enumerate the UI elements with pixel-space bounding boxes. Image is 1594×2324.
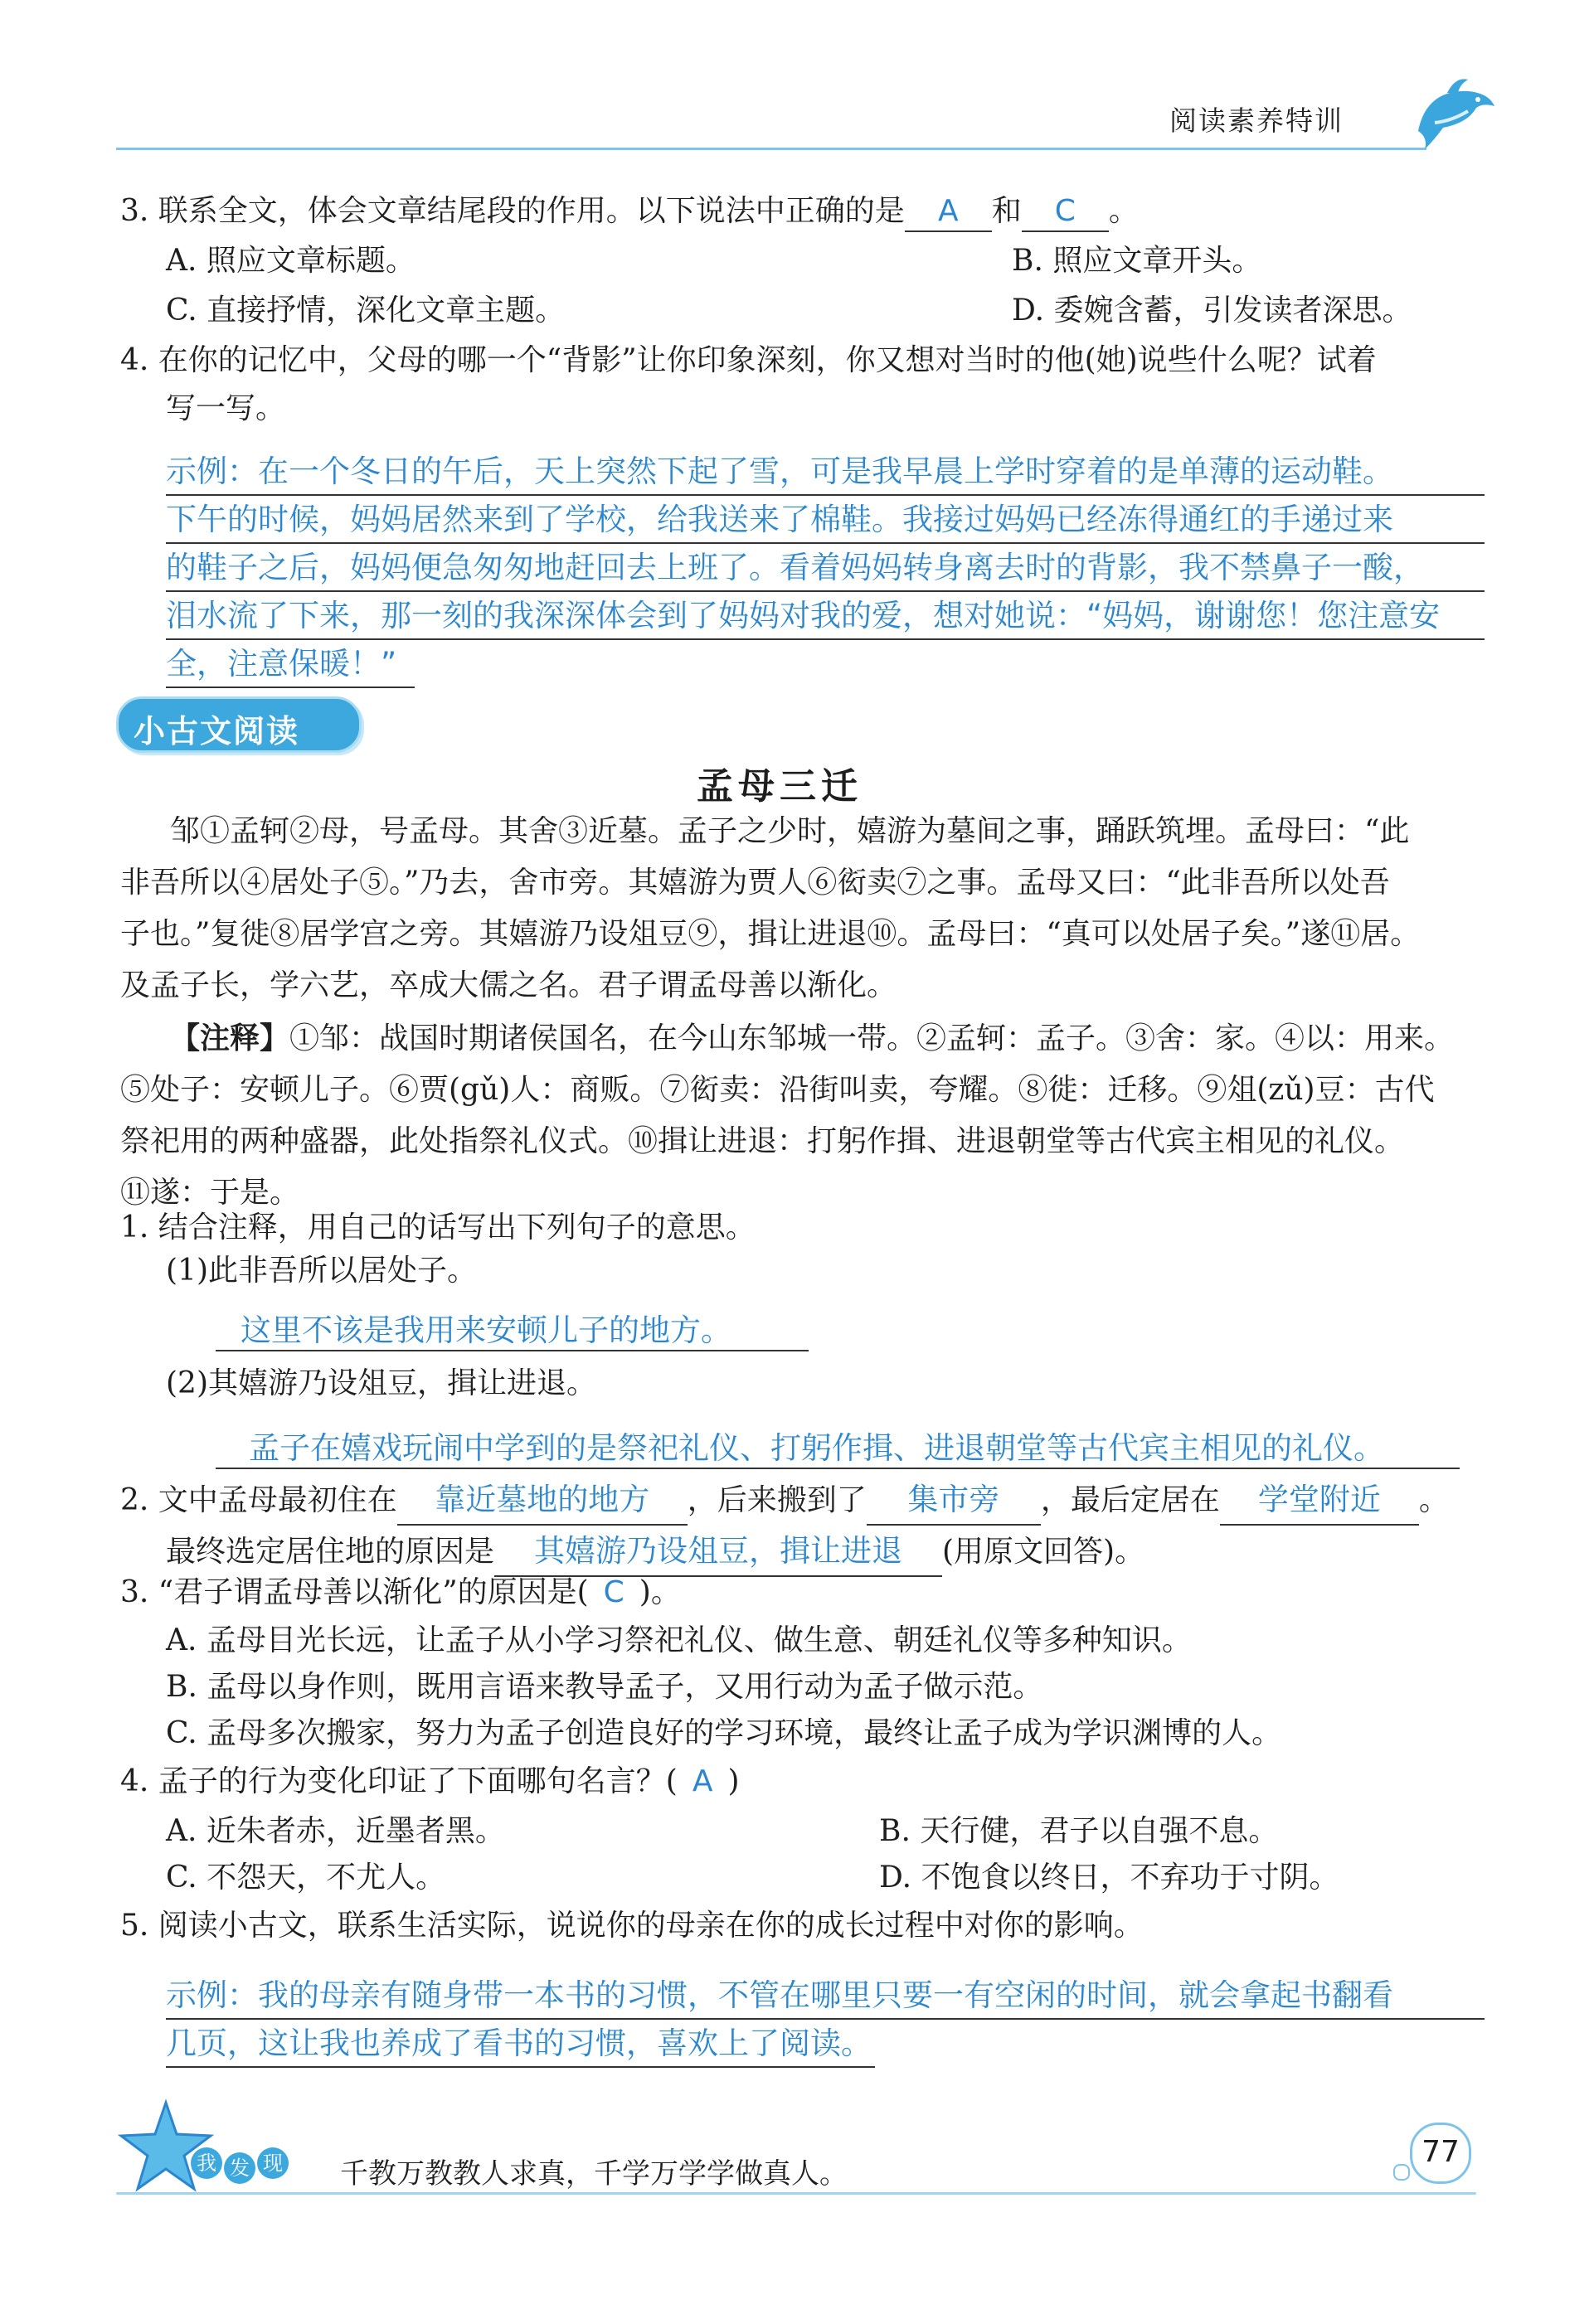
answer-line xyxy=(166,687,415,688)
question-5b: 5. 阅读小古文，联系生活实际，说说你的母亲在你的成长过程中对你的影响。 xyxy=(120,1909,1144,1943)
section-badge-label: 小古文阅读 xyxy=(134,713,300,750)
answer-blank: 其嬉游乃设俎豆，揖让进退 xyxy=(534,1533,903,1569)
answer-line xyxy=(166,2018,1485,2020)
question-2b-line2: 最终选定居住地的原因是 其嬉游乃设俎豆，揖让进退 (用原文回答)。 xyxy=(166,1527,1144,1577)
question-4a-line2: 写一写。 xyxy=(166,391,286,425)
option-c: C. 直接抒情，深化文章主题。 xyxy=(166,294,566,327)
option-b: B. 孟母以身作则，既用言语来教导孟子，又用行动为孟子做示范。 xyxy=(166,1670,1043,1704)
page-number: 77 xyxy=(1421,2135,1460,2169)
answer-line xyxy=(166,638,1485,640)
option-a: A. 照应文章标题。 xyxy=(166,244,416,278)
answer-blank: 学堂附近 xyxy=(1257,1482,1381,1517)
option-b: B. 照应文章开头。 xyxy=(1012,244,1262,278)
question-1b-sub2: (2)其嬉游乃设俎豆，揖让进退。 xyxy=(166,1366,596,1400)
notes-line: 祭祀用的两种盛器，此处指祭礼仪式。⑩揖让进退：打躬作揖、进退朝堂等古代宾主相见的礼仪。 xyxy=(120,1124,1405,1158)
option-d: D. 委婉含蓄，引发读者深思。 xyxy=(1012,294,1412,327)
passage-body xyxy=(120,806,1420,1012)
answer-line xyxy=(166,494,1485,496)
question-3b: 3. “君子谓孟母善以渐化”的原因是( C )。 xyxy=(120,1575,681,1609)
option-a: A. 孟母目光长远，让孟子从小学习祭祀礼仪、做生意、朝廷礼仪等多种知识。 xyxy=(166,1623,1192,1657)
option-c: C. 不怨天，不尤人。 xyxy=(166,1861,446,1895)
answer-line xyxy=(166,2066,875,2068)
question-1b-sub1: (1)此非吾所以居处子。 xyxy=(166,1254,477,1288)
notes-line: ⑤处子：安顿儿子。⑥贾(gǔ)人：商贩。⑦衒卖：沿街叫卖，夸耀。⑧徙：迁移。⑨俎(zǔ)豆：古代 xyxy=(120,1073,1435,1107)
question-3a xyxy=(120,192,1139,232)
footer-wave xyxy=(116,2192,1476,2195)
passage-line: 邹①孟轲②母，号孟母。其舍③近墓。孟子之少时，嬉游为墓间之事，踊跃筑埋。孟母曰：“此 xyxy=(170,814,1410,848)
answer-1b-sub1: 这里不该是我用来安顿儿子的地方。 xyxy=(241,1312,731,1348)
passage-line: 非吾所以④居处子⑤。”乃去，舍市旁。其嬉游为贾人⑥衒卖⑦之事。孟母又曰：“此非吾所以处吾 xyxy=(120,866,1390,900)
passage-line: 及孟子长，学六艺，卒成大儒之名。君子谓孟母善以渐化。 xyxy=(120,968,897,1002)
answer-choice: A xyxy=(692,1764,713,1798)
footer-badge-char: 我 xyxy=(191,2147,222,2179)
passage-line: 子也。”复徙⑧居学宫之旁。其嬉游乃设俎豆⑨，揖让进退⑩。孟母曰：“真可以处居子矣。”遂⑪居。 xyxy=(120,917,1421,951)
question-1b: 1. 结合注释，用自己的话写出下列句子的意思。 xyxy=(120,1211,756,1244)
answer-5b: 示例：我的母亲有随身带一本书的习惯，不管在哪里只要一有空闲的时间，就会拿起书翻看 几页，这让我也养成了看书的习惯，喜欢上了阅读。 xyxy=(166,1977,1393,2061)
connector-text: 和 xyxy=(991,194,1022,228)
answer-blank: 集市旁 xyxy=(907,1482,1000,1517)
answer-line xyxy=(166,590,1485,592)
question-4a-line1: 4. 在你的记忆中，父母的哪一个“背影”让你印象深刻，你又想对当时的他(她)说些什么呢？试着 xyxy=(120,343,1377,377)
end-punct: 。 xyxy=(1108,194,1139,228)
answer-line xyxy=(216,1468,1460,1469)
question-text: 3. 联系全文，体会文章结尾段的作用。以下说法中正确的是 xyxy=(120,194,905,228)
section-badge xyxy=(116,696,362,753)
answer-blank: 靠近墓地的地方 xyxy=(435,1482,650,1517)
notes xyxy=(120,1013,1454,1219)
answer-1b-sub2: 孟子在嬉戏玩闹中学到的是祭祀礼仪、打躬作揖、进退朝堂等古代宾主相见的礼仪。 xyxy=(249,1430,1384,1466)
notes-label: 【注释】 xyxy=(170,1021,290,1055)
header-title: 阅读素养特训 xyxy=(1169,104,1344,137)
footer-badge xyxy=(191,2147,290,2186)
question-2b-line1: 2. 文中孟母最初住在 靠近墓地的地方 ，后来搬到了 集市旁 ，最后定居在 学堂附近 。 xyxy=(120,1476,1449,1526)
option-d: D. 不饱食以终日，不弃功于寸阴。 xyxy=(879,1861,1339,1895)
dolphin-icon xyxy=(1410,73,1501,156)
passage-title: 孟母三迁 xyxy=(697,765,863,808)
notes-line: ①邹：战国时期诸侯国名，在今山东邹城一带。②孟轲：孟子。③舍：家。④以：用来。 xyxy=(289,1021,1455,1055)
answer-example: 示例：在一个冬日的午后，天上突然下起了雪，可是我早晨上学时穿着的是单薄的运动鞋。 下午的时候，妈妈居然来到了学校，给我送来了棉鞋。我接过妈妈已经冻得通红的手递过来 的鞋子之后，妈妈便急匆匆地赶回去上班了。看着妈妈转身离去时的背影，我不禁鼻子一酸， 泪水流了下来，那一刻的我深深体会到了妈妈对我的爱，想对她说：“妈妈，谢谢您！您注意安 全，注意保暖！” xyxy=(166,454,1441,682)
answer-choice: C xyxy=(603,1575,624,1609)
option-b: B. 天行健，君子以自强不息。 xyxy=(879,1814,1279,1848)
answer-blank: C xyxy=(1054,194,1076,228)
header-rule xyxy=(116,148,1426,150)
footer-badge-char: 现 xyxy=(257,2147,289,2179)
answer-line xyxy=(166,542,1485,544)
answer-line xyxy=(216,1350,809,1351)
option-c: C. 孟母多次搬家，努力为孟子创造良好的学习环境，最终让孟子成为学识渊博的人。 xyxy=(166,1716,1282,1750)
notes-line: ⑪遂：于是。 xyxy=(120,1176,300,1210)
bubble-small xyxy=(1393,2164,1410,2181)
answer-blank: A xyxy=(937,194,959,228)
question-4b: 4. 孟子的行为变化印证了下面哪句名言？( A ) xyxy=(120,1764,740,1798)
footer-quote: 千教万教教人求真，千学万学学做真人。 xyxy=(340,2157,848,2191)
option-a: A. 近朱者赤，近墨者黑。 xyxy=(166,1814,505,1848)
footer-badge-char: 发 xyxy=(224,2152,255,2184)
page-number-bubble xyxy=(1410,2123,1471,2184)
